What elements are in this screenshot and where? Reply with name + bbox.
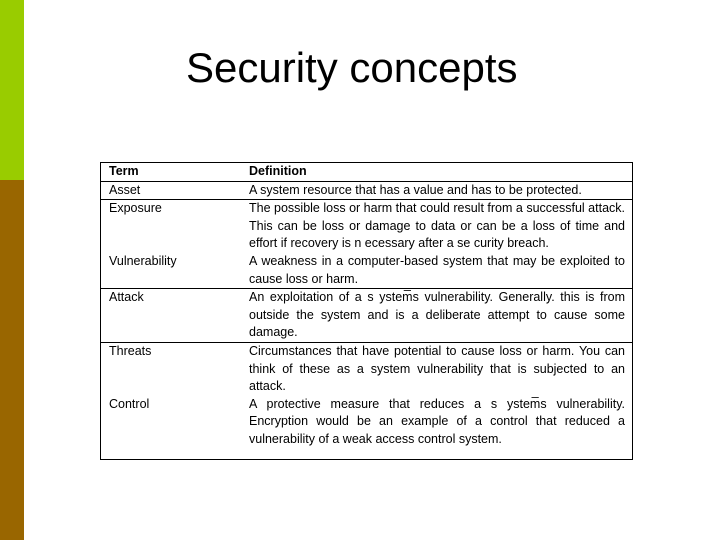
table-row (101, 200, 632, 253)
table-row (101, 396, 632, 449)
term-cell: Vulnerability (101, 253, 241, 289)
accent-bar-top (0, 0, 24, 180)
definition-cell: The possible loss or harm that could result from a successful attack. This can be loss or damage to data or can be a loss of time and effort if recovery is n ecessary after a se curity breach. (249, 201, 625, 251)
table-row (101, 253, 632, 289)
accent-bar-bottom (0, 180, 24, 540)
definition-cell: A weakness in a computer-based system that may be exploited to cause loss or harm. (241, 253, 632, 289)
definition-cell: An exploitation of a s ystem̅s vulnerability. Generally. this is from outside the system and is a deliberate attempt to cause some damage. (241, 289, 632, 343)
table-header-row (101, 163, 632, 181)
table-row (101, 342, 632, 395)
term-cell: Control (109, 396, 150, 411)
term-cell: Threats (109, 343, 152, 358)
header-definition: Definition (241, 163, 632, 181)
definition-cell: A protective measure that reduces a s ystem̅s vulnerability. Encryption would be an example of a control that reduced a vulnerability of a weak access control system. (249, 396, 625, 446)
term-cell: Attack (101, 289, 241, 343)
term-cell: Exposure (109, 201, 162, 216)
header-term: Term (101, 163, 241, 181)
definitions-table (100, 162, 633, 460)
definition-cell: Circumstances that have potential to cause loss or harm. You can think of these as a system vulnerability that is subjected to an attack. (249, 343, 625, 394)
table-row (101, 289, 632, 343)
slide-title: Security concepts (186, 44, 518, 91)
definition-cell: A system resource that has a value and has to be protected. (241, 181, 632, 200)
term-cell: Asset (101, 181, 241, 200)
table-row (101, 181, 632, 200)
